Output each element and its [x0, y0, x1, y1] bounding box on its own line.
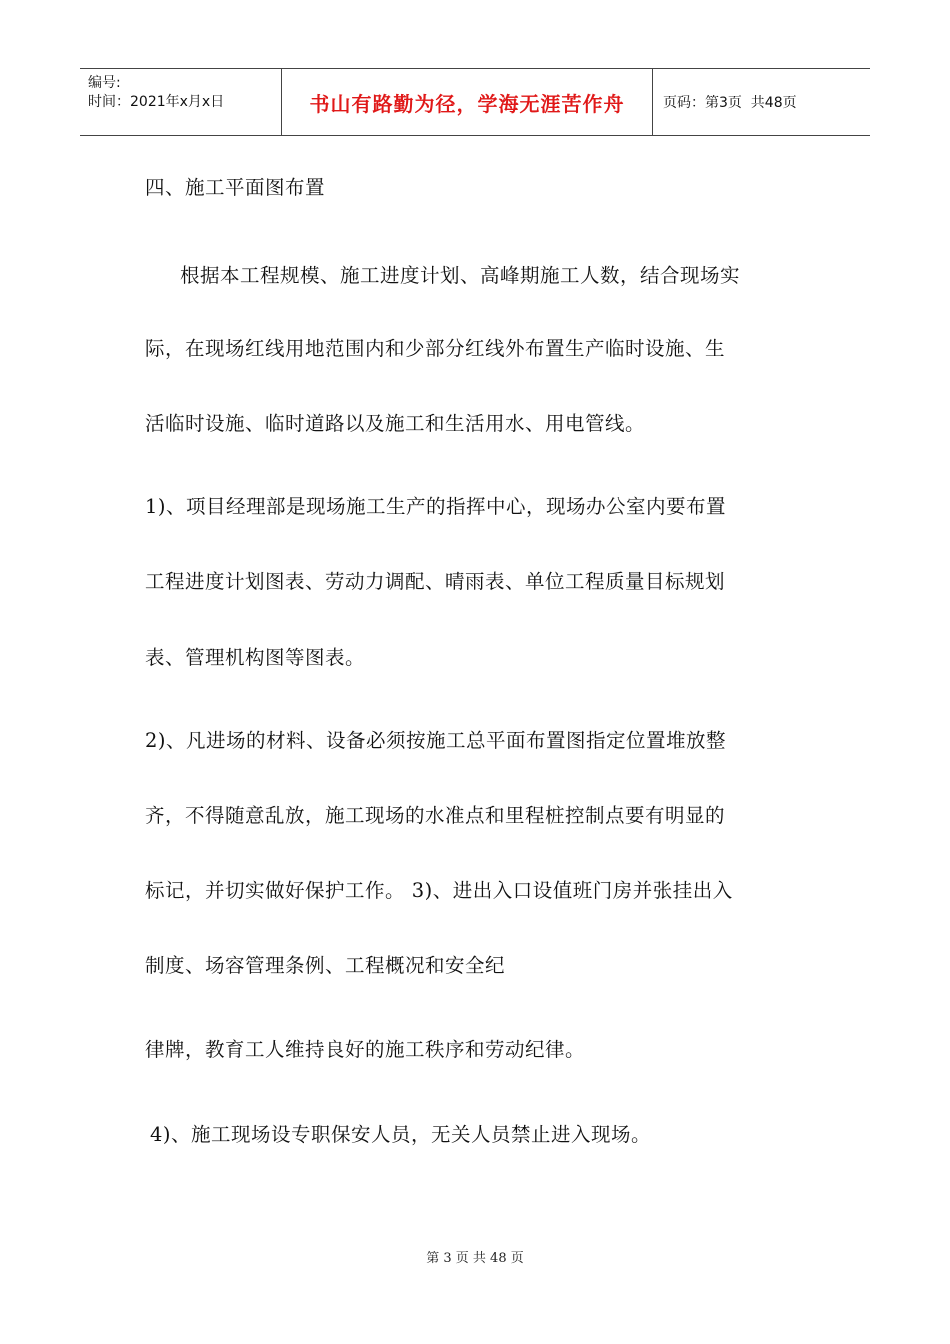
header-meta: [80, 69, 282, 135]
page-footer: 第 3 页 共 48 页: [426, 1251, 524, 1266]
paragraph-line: 制度、场容管理条例、工程概况和安全纪: [145, 954, 506, 977]
paragraph-line: 活临时设施、临时道路以及施工和生活用水、用电管线。: [145, 412, 646, 435]
paragraph-line: 际，在现场红线用地范围内和少部分红线外布置生产临时设施、生: [145, 337, 726, 360]
paragraph-line: 齐，不得随意乱放，施工现场的水准点和里程桩控制点要有明显的: [145, 804, 726, 827]
paragraph-line: 根据本工程规模、施工进度计划、高峰期施工人数，结合现场实: [180, 264, 741, 287]
header-page-info-cell: [653, 69, 870, 135]
paragraph-line: 4)、施工现场设专职保安人员，无关人员禁止进入现场。: [150, 1123, 652, 1146]
header-page-info: 页码：第3页 共48页: [663, 95, 797, 111]
paragraph-line: 工程进度计划图表、劳动力调配、晴雨表、单位工程质量目标规划: [145, 570, 726, 593]
section-heading: 四、施工平面图布置: [145, 176, 326, 199]
document-time-label: 时间：2021年x月x日: [88, 94, 225, 110]
paragraph-line: 律牌，教育工人维持良好的施工秩序和劳动纪律。: [145, 1038, 586, 1061]
paragraph-line: 2)、凡进场的材料、设备必须按施工总平面布置图指定位置堆放整: [145, 729, 727, 752]
page-header: [80, 68, 870, 136]
header-motto: 书山有路勤为径，学海无涯苦作舟: [309, 91, 625, 116]
paragraph-line: 标记，并切实做好保护工作。 3)、进出入口设值班门房并张挂出入: [145, 879, 733, 902]
paragraph-line: 1)、项目经理部是现场施工生产的指挥中心，现场办公室内要布置: [145, 495, 727, 518]
document-number-label: 编号:: [88, 75, 121, 91]
paragraph-line: 表、管理机构图等图表。: [145, 646, 366, 669]
header-motto-cell: [282, 69, 653, 135]
